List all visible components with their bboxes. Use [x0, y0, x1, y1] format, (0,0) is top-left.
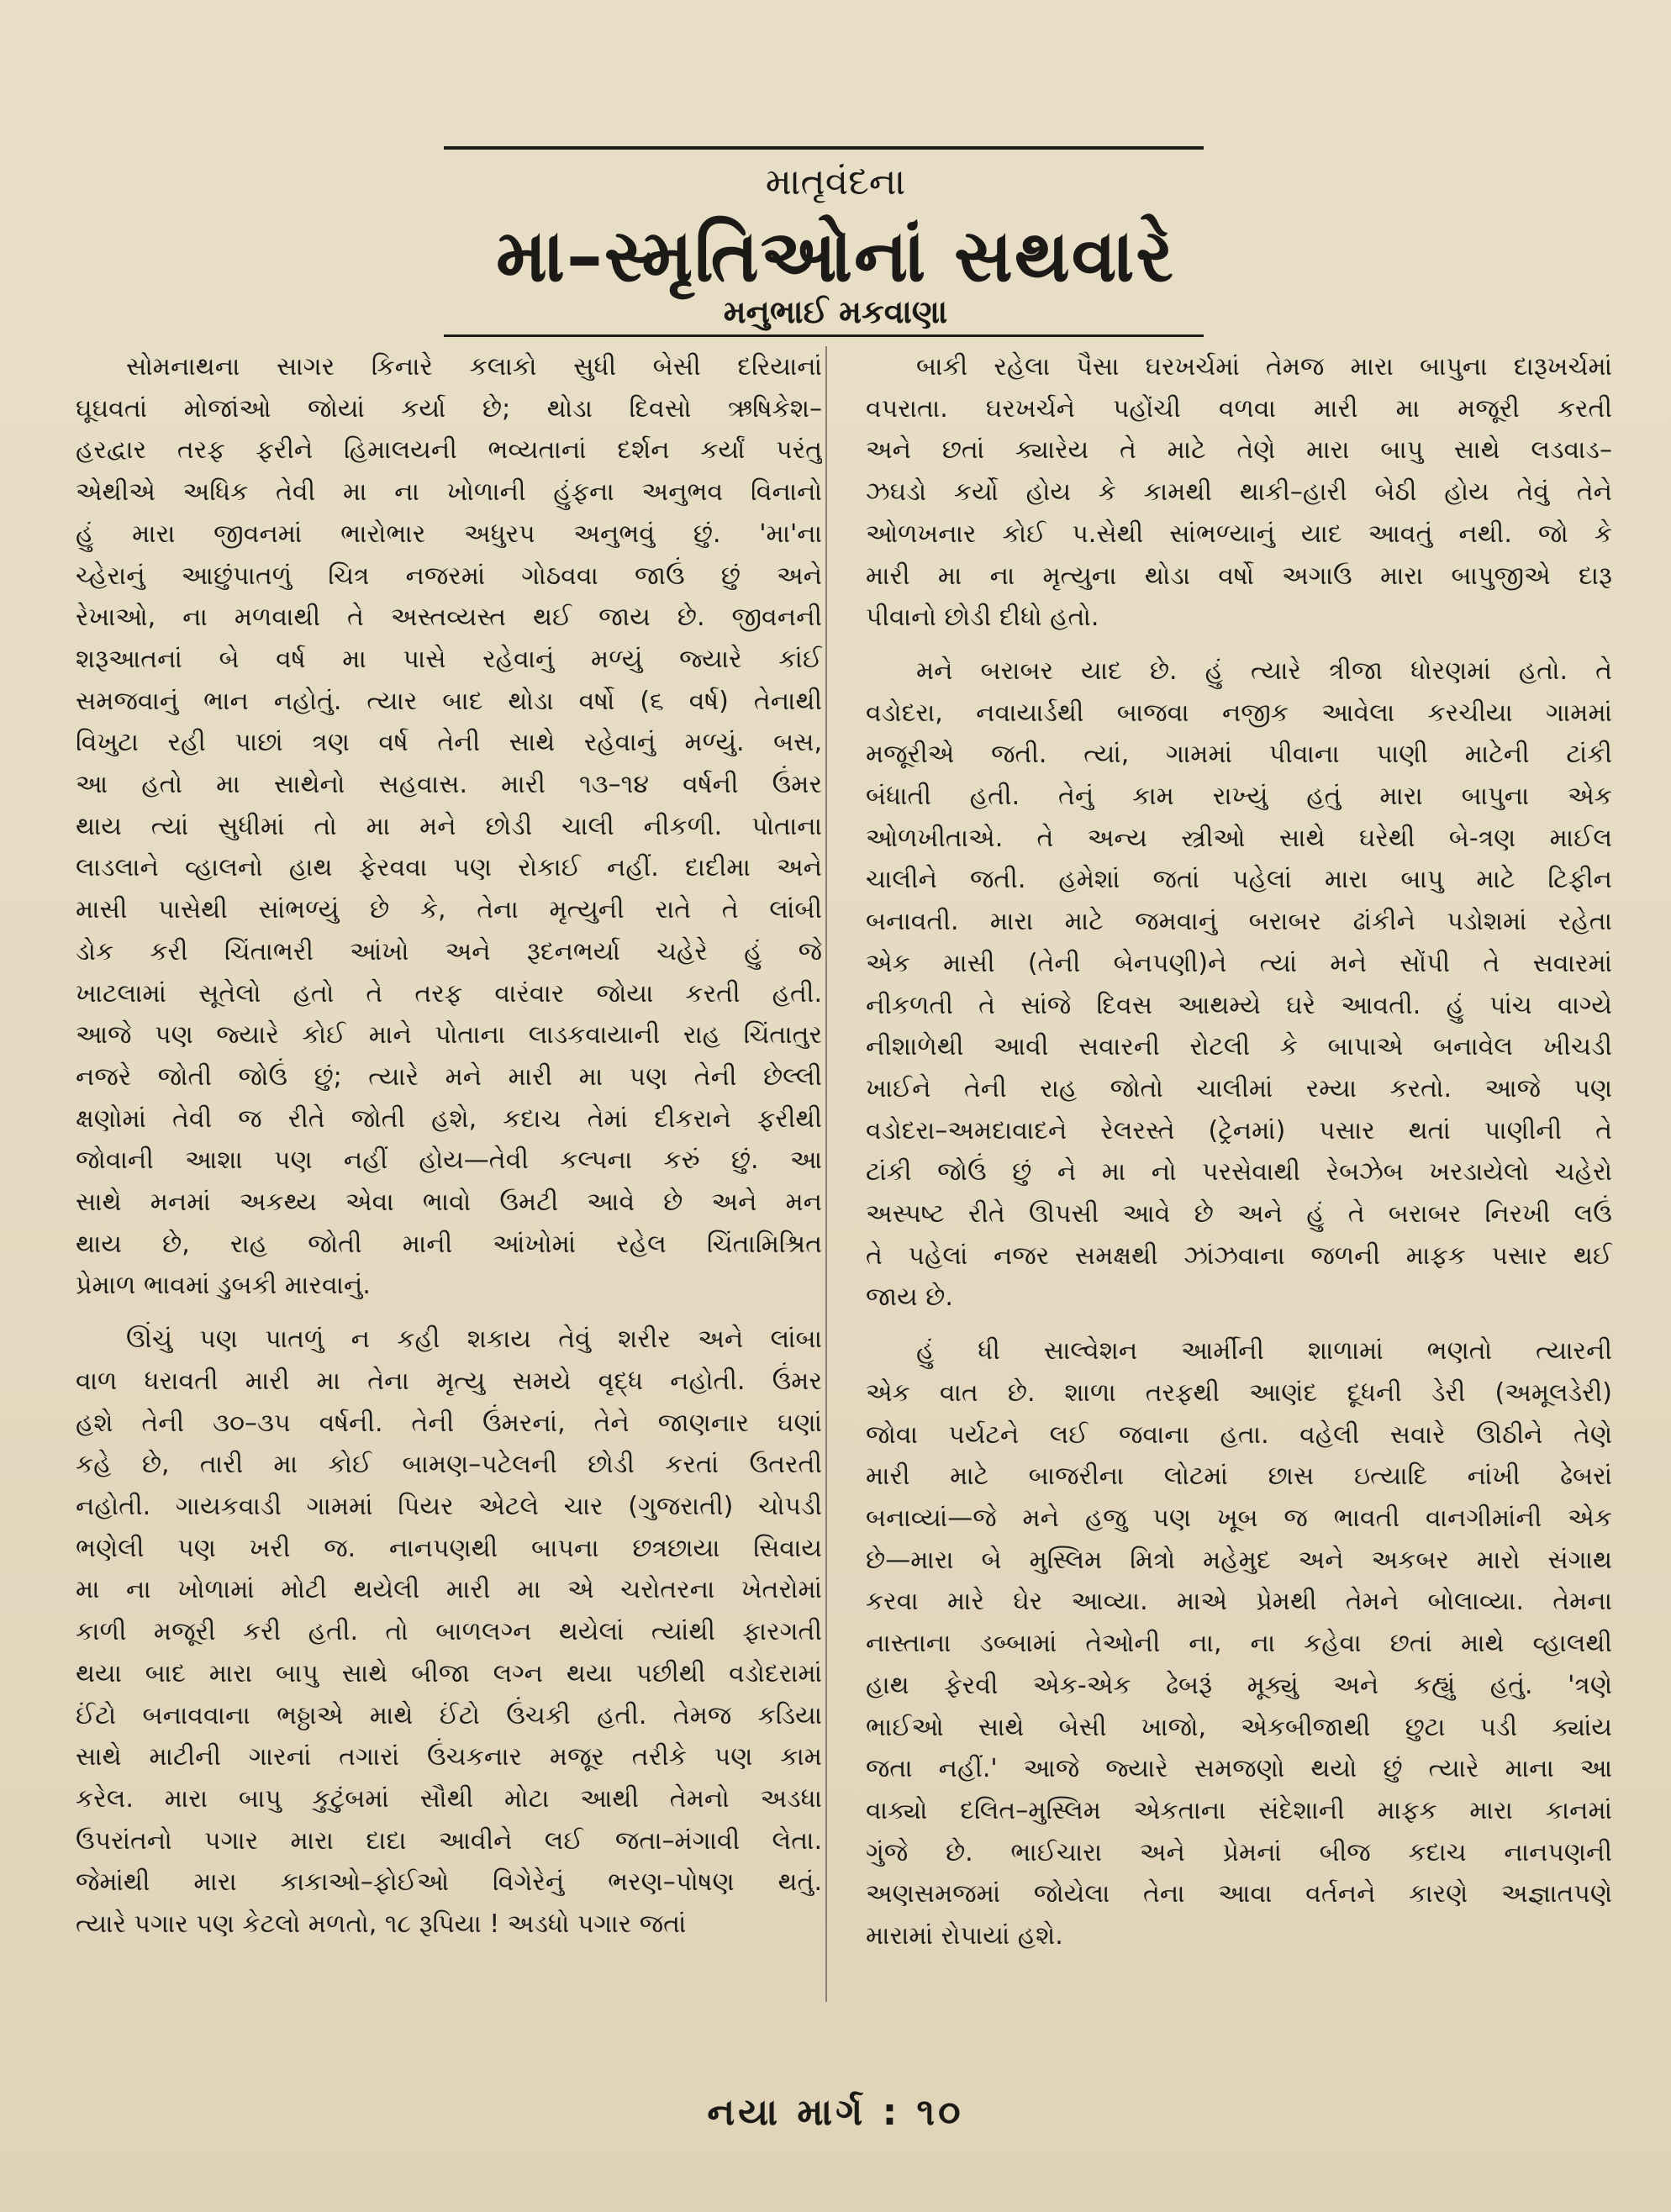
- text-line: ત્યારે પગાર પણ કેટલો મળતો, ૧૮ રૂપિયા ! અડધો પગાર જતાં: [76, 1909, 687, 1940]
- text-line: સોમનાથના સાગર કિનારે કલાકો સુધી બેસી દરિયાનાં: [126, 352, 822, 382]
- text-line: ઊંચું પણ પાતળું ન કહી શકાય તેવું શરીર અને લાંબા: [126, 1325, 822, 1355]
- text-line: કાળી મજૂરી કરી હતી. તો બાળલગ્ન થયેલાં ત્યાંથી ફારગતી: [76, 1617, 822, 1647]
- text-line: મારી માટે બાજરીના લોટમાં છાસ ઇત્યાદિ નાંખી ઢેબરાં: [866, 1462, 1612, 1492]
- text-line: ખાટલામાં સૂતેલો હતો તે તરફ વારંવાર જોયા કરતી હતી.: [76, 978, 822, 1009]
- text-line: ટાંકી જોઉં છું ને મા નો પરસેવાથી રેબઝેબ ખરડાયેલો ચહેરો: [866, 1157, 1612, 1188]
- text-line: ડોક કરી ચિંતાભરી આંખો અને રૂદનભર્યા ચહેરે હું જે: [76, 936, 822, 966]
- text-line: એથીએ અધિક તેવી મા ના ખોળાની હુંફના અનુભવ વિનાનો: [76, 477, 822, 508]
- text-line: વાક્યો દલિત–મુસ્લિમ એકતાના સંદેશાની માફક મારા કાનમાં: [866, 1795, 1612, 1825]
- text-line: હાથ ફેરવી એક-એક ઢેબરૂં મૂક્યું અને કહ્યું હતું. 'ત્રણે: [866, 1670, 1612, 1700]
- text-line: નાસ્તાના ડબ્બામાં તેઓની ના, ના કહેવા છતાં માથે વ્હાલથી: [866, 1629, 1612, 1659]
- article-title: મા–સ્મૃતિઓનાં સથવારે: [496, 214, 1175, 298]
- text-line: હું મારા જીવનમાં ભારોભાર અધુરપ અનુભવું છું. 'મા'ના: [76, 519, 822, 549]
- text-line: જોવાની આશા પણ નહીં હોય—તેવી કલ્પના કરું છું. આ: [76, 1146, 822, 1176]
- text-line: મારામાં રોપાયાં હશે.: [866, 1921, 1063, 1951]
- text-line: પ્રેમાળ ભાવમાં ડુબકી મારવાનું.: [76, 1271, 371, 1301]
- text-line: સાથે મનમાં અકથ્ય એવા ભાવો ઉમટી આવે છે અને મન: [76, 1188, 822, 1218]
- page-footer: નયા માર્ગ : ૧૦: [707, 2091, 964, 2134]
- text-line: હશે તેની ૩૦–૩૫ વર્ષની. તેની ઉંમરનાં, તેને જાણનાર ઘણાં: [76, 1408, 822, 1438]
- text-line: ભણેલી પણ ખરી જ. નાનપણથી બાપના છત્રછાયા સિવાય: [76, 1533, 822, 1563]
- text-line: વપરાતા. ઘરખર્ચને પહોંચી વળવા મારી મા મજૂરી કરતી: [866, 393, 1612, 424]
- text-line: જતા નહીં.' આજે જ્યારે સમજણો થયો છું ત્યારે માના આ: [866, 1754, 1612, 1784]
- text-line: ક્ષણોમાં તેવી જ રીતે જોતી હશે, કદાચ તેમાં દીકરાને ફરીથી: [76, 1103, 822, 1134]
- text-line: જેમાંથી મારા કાકાઓ–ફોઈઓ વિગેરેનું ભરણ–પોષણ થતું.: [76, 1867, 822, 1898]
- text-line: સમજવાનું ભાન નહોતું. ત્યાર બાદ થોડા વર્ષો (૬ વર્ષ) તેનાથી: [76, 686, 822, 716]
- text-line: થાય ત્યાં સુધીમાં તો મા મને છોડી ચાલી નીકળી. પોતાના: [76, 811, 822, 841]
- text-line: જોવા પર્યટને લઈ જવાના હતા. વહેલી સવારે ઊઠીને તેણે: [866, 1419, 1612, 1450]
- text-line: આ હતો મા સાથેનો સહવાસ. મારી ૧૩–૧૪ વર્ષની ઉંમર: [76, 770, 822, 800]
- text-line: એક માસી (તેની બેનપણી)ને ત્યાં મને સોંપી તે સવારમાં: [866, 948, 1612, 978]
- text-line: નજરે જોતી જોઉં છું; ત્યારે મને મારી મા પણ તેની છેલ્લી: [76, 1061, 822, 1092]
- text-line: મા ના ખોળામાં મોટી થયેલી મારી મા એ ચરોતરના ખેતરોમાં: [76, 1575, 822, 1605]
- text-line: અને છતાં ક્યારેય તે માટે તેણે મારા બાપુ સાથે લડવાડ–: [866, 435, 1612, 466]
- header-top-rule: [444, 146, 1204, 150]
- section-kicker: માતૃવંદના: [765, 161, 906, 203]
- text-line: છે—મારા બે મુસ્લિમ મિત્રો મહેમુદ અને અકબર મારો સંગાથ: [866, 1545, 1612, 1575]
- text-line: બનાવતી. મારા માટે જમવાનું બરાબર ઢાંકીને પડોશમાં રહેતા: [866, 907, 1612, 937]
- text-line: ઈંટો બનાવવાના ભઠ્ઠાએ માથે ઈંટો ઉંચકી હતી. તેમજ કડિયા: [76, 1700, 822, 1730]
- author-rule: [444, 334, 1204, 337]
- text-line: બંધાતી હતી. તેનું કામ રાખ્યું હતું મારા બાપુના એક: [866, 782, 1612, 812]
- text-line: અણસમજમાં જોયેલા તેના આવા વર્તનને કારણે અજ્ઞાતપણે: [866, 1879, 1612, 1909]
- article-paragraph: [76, 346, 822, 1307]
- text-line: ઝઘડો કર્યો હોય કે કામથી થાકી–હારી બેઠી હોય તેવું તેને: [866, 477, 1612, 508]
- article-paragraph: [866, 1330, 1612, 1957]
- text-line: મજૂરીએ જતી. ત્યાં, ગામમાં પીવાના પાણી માટેની ટાંકી: [866, 740, 1612, 770]
- text-line: ઘૂઘવતાં મોજાંઓ જોયાં કર્યા છે; થોડા દિવસો ઋષિકેશ–: [76, 393, 822, 424]
- text-line: કહે છે, તારી મા કોઈ બામણ–પટેલની છોડી કરતાં ઉતરતી: [76, 1450, 822, 1480]
- text-line: ગુંજે છે. ભાઈચારા અને પ્રેમનાં બીજ કદાચ નાનપણની: [866, 1837, 1612, 1867]
- text-line: વડોદરા, નવાયાર્ડથી બાજવા નજીક આવેલા કરચીયા ગામમાં: [866, 698, 1612, 728]
- text-line: કરેલ. મારા બાપુ કુટુંબમાં સૌથી મોટા આથી તેમનો અડધા: [76, 1783, 822, 1814]
- text-line: લાડલાને વ્હાલનો હાથ ફેરવવા પણ રોકાઈ નહીં. દાદીમા અને: [76, 853, 822, 883]
- text-line: માસી પાસેથી સાંભળ્યું છે કે, તેના મૃત્યુની રાતે તે લાંબી: [76, 895, 822, 925]
- text-line: થાય છે, રાહ જોતી માની આંખોમાં રહેલ ચિંતામિશ્રિત: [76, 1229, 822, 1259]
- text-line: મારી મા ના મૃત્યુના થોડા વર્ષો અગાઉ મારા બાપુજીએ દારૂ: [866, 561, 1612, 591]
- text-line: વિખુટા રહી પાછાં ત્રણ વર્ષ તેની સાથે રહેવાનું મળ્યું. બસ,: [76, 728, 822, 758]
- text-line: વાળ ધરાવતી મારી મા તેના મૃત્યુ સમયે વૃદ્ધ નહોતી. ઉંમર: [76, 1366, 822, 1396]
- text-line: શરૂઆતનાં બે વર્ષ મા પાસે રહેવાનું મળ્યું જ્યારે કાંઈ: [76, 644, 822, 674]
- text-line: અસ્પષ્ટ રીતે ઊપસી આવે છે અને હું તે બરાબર નિરખી લઉં: [866, 1199, 1612, 1230]
- text-line: રેખાઓ, ના મળવાથી તે અસ્તવ્યસ્ત થઈ જાય છે. જીવનની: [76, 603, 822, 633]
- text-line: આજે પણ જ્યારે કોઈ માને પોતાના લાડકવાયાની રાહ ચિંતાતુર: [76, 1020, 822, 1051]
- text-line: ભાઈઓ સાથે બેસી ખાજો, એકબીજાથી છુટા પડી ક્યાંય: [866, 1712, 1612, 1742]
- text-line: ચ્હેરાનું આછુંપાતળું ચિત્ર નજરમાં ગોઠવવા જાઉં છું અને: [76, 561, 822, 591]
- text-line: ચાલીને જતી. હમેશાં જતાં પહેલાં મારા બાપુ માટે ટિફીન: [866, 865, 1612, 895]
- text-line: નીકળતી તે સાંજે દિવસ આથમ્યે ઘરે આવતી. હું પાંચ વાગ્યે: [866, 990, 1612, 1020]
- text-line: ઓળખનાર કોઈ પ.સેથી સાંભળ્યાનું યાદ આવતું નથી. જો કે: [866, 519, 1612, 549]
- text-line: ઓળખીતાએ. તે અન્ય સ્ત્રીઓ સાથે ઘરેથી બે-ત્રણ માઈલ: [866, 823, 1612, 853]
- text-line: બાકી રહેલા પૈસા ઘરખર્ચમાં તેમજ મારા બાપુના દારૂખર્ચમાં: [916, 352, 1612, 382]
- text-line: કરવા મારે ઘેર આવ્યા. માએ પ્રેમથી તેમને બોલાવ્યા. તેમના: [866, 1587, 1612, 1617]
- text-line: નીશાળેથી આવી સવારની રોટલી કે બાપાએ બનાવેલ ખીચડી: [866, 1032, 1612, 1062]
- article-paragraph: [76, 1319, 822, 1946]
- text-line: સાથે માટીની ગારનાં તગારાં ઉંચકનાર મજૂર તરીકે પણ કામ: [76, 1742, 822, 1772]
- text-line: એક વાત છે. શાળા તરફથી આણંદ દૂધની ડેરી (અમૂલડેરી): [866, 1377, 1612, 1408]
- left-column: [76, 346, 822, 2027]
- text-line: ઉપરાંતનો પગાર મારા દાદા આવીને લઈ જતા–મંગાવી લેતા.: [76, 1825, 822, 1856]
- text-line: બનાવ્યાં—જે મને હજુ પણ ખૂબ જ ભાવતી વાનગીમાંની એક: [866, 1503, 1612, 1533]
- text-line: જાય છે.: [866, 1282, 953, 1313]
- text-line: થયા બાદ મારા બાપુ સાથે બીજા લગ્ન થયા પછીથી વડોદરામાં: [76, 1658, 822, 1688]
- text-line: વડોદરા–અમદાવાદને રેલરસ્તે (ટ્રેનમાં) પસાર થતાં પાણીની તે: [866, 1115, 1612, 1146]
- text-line: હું ધી સાલ્વેશન આર્મીની શાળામાં ભણતો ત્યારની: [916, 1336, 1612, 1367]
- text-line: ખાઈને તેની રાહ જોતો ચાલીમાં રમ્યા કરતો. આજે પણ: [866, 1073, 1612, 1103]
- column-divider: [825, 346, 827, 2002]
- text-line: હરદ્વાર તરફ ફરીને હિમાલયની ભવ્યતાનાં દર્શન કર્યાં પરંતુ: [76, 435, 822, 466]
- article-paragraph: [866, 650, 1612, 1319]
- text-line: મને બરાબર યાદ છે. હું ત્યારે ત્રીજા ધોરણમાં હતો. તે: [916, 656, 1612, 686]
- text-line: તે પહેલાં નજર સમક્ષથી ઝાંઝવાના જળની માફક પસાર થઈ: [866, 1240, 1612, 1271]
- text-line: પીવાનો છોડી દીધો હતો.: [866, 603, 1099, 633]
- article-paragraph: [866, 346, 1612, 639]
- article-author: મનુભાઈ મકવાણા: [723, 293, 948, 330]
- right-column: [866, 346, 1612, 2027]
- text-line: નહોતી. ગાયકવાડી ગામમાં પિયર એટલે ચાર (ગુજરાતી) ચોપડી: [76, 1491, 822, 1521]
